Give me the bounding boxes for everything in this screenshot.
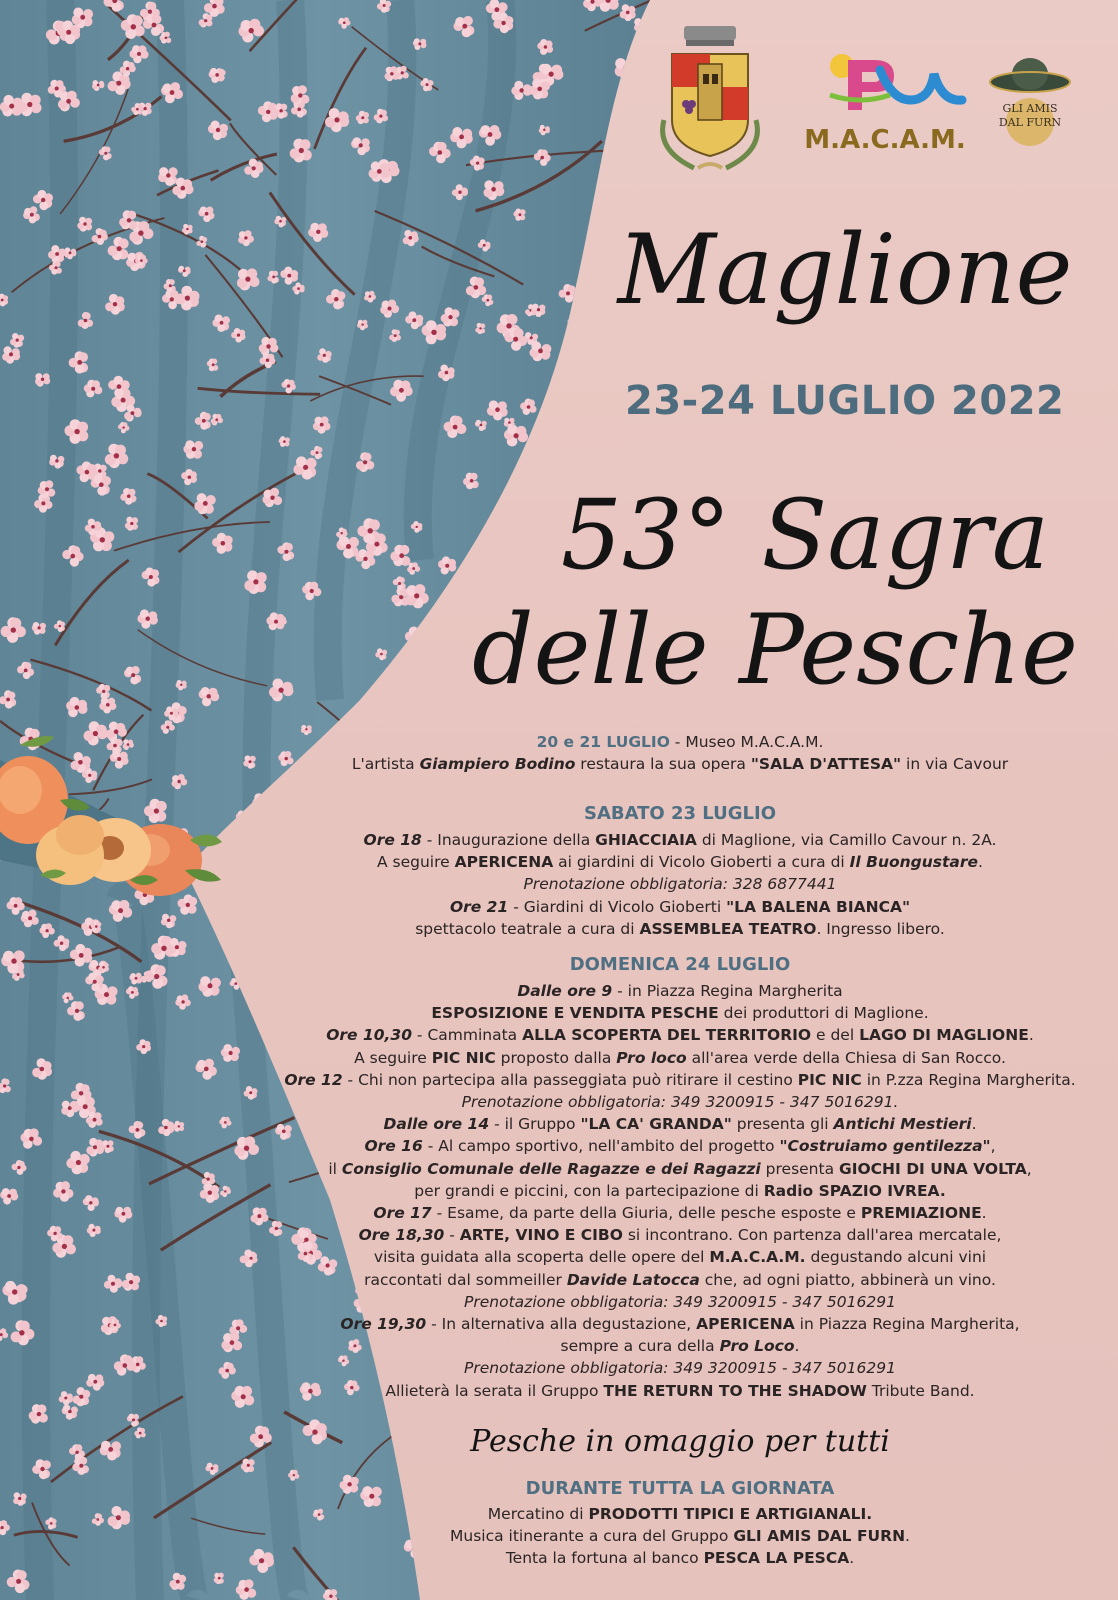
blossom xyxy=(595,200,610,215)
edition-title-line1: 53° Sagra xyxy=(560,479,1050,591)
amis-label-1: GLI AMIS xyxy=(1002,102,1058,115)
sunday-header: DOMENICA 24 LUGLIO xyxy=(569,954,791,975)
macam-logo xyxy=(800,40,970,155)
blossom xyxy=(347,719,359,731)
blossom xyxy=(522,1568,544,1590)
pre-event-date: 20 e 21 LUGLIO xyxy=(536,733,670,751)
time-label: Ore 18 xyxy=(363,831,422,849)
blossom xyxy=(398,778,421,801)
saturday-section: SABATO 23 LUGLIO Ore 18 - Inaugurazione della GHIACCIAIA di Maglione, via Camillo Cavour n. 2A. A seguire APERICENA ai giardini di Vicolo Gioberti a cura di Il Buongustare. Prenotazione obbligatoria: 328 6877441 Ore 21 - Giardini di Vicolo Gioberti "LA BALENA BIANCA" spettacolo teatrale a cura di ASSEMBLEA TEATRO. Ingresso libero. xyxy=(250,799,1110,940)
blossom xyxy=(244,570,266,594)
blossom xyxy=(279,436,290,447)
amis-label-2: DAL FURN xyxy=(998,116,1062,129)
blossom xyxy=(442,612,460,630)
sunday-section: DOMENICA 24 LUGLIO Dalle ore 9 - in Piazza Regina Margherita ESPOSIZIONE E VENDITA PESCHE dei produttori di Maglione. Ore 10,30 - Camminata ALLA SCOPERTA DEL TERRITORIO e del LAGO DI MAGLIONE. A seguire PIC NIC proposto dalla Pro loco all'area verde della Chiesa di San Rocco. Ore 12 - Chi non partecipa alla passeggiata può ritirare il cestino PIC NIC in P.zza Regina Margherita. Prenotazione obbligatoria: 349 3200915 - 347 5016291. Dalle ore 14 - il Gruppo "LA CA' GRANDA" presenta gli Antichi Mestieri. Ore 16 - Al campo sportivo, nell'ambito del progetto "Costruiamo gentilezza", il Consiglio Comunale delle Ragazze e dei Ragazzi presenta GIOCHI DI UNA VOLTA, per grandi e piccini, con la partecipazione di Radio SPAZIO IVREA. Ore 17 - Esame, da parte della Giuria, delle pesche esposte e PREMIAZIONE. Ore 18,30 - ARTE, VINO E CIBO si incontrano. Con partenza dall'area mercatale, visita guidata alla scoperta delle opere del M.A.C.A.M. degustando alcuni vini raccontati dal sommeiller Davide Latocca che, ad ogni piatto, abbinerà un vino. Prenotazione obbligatoria: 349 3200915 - 347 5016291 Ore 19,30 - In alternativa alla degustazione, APERICENA in Piazza Regina Margherita, sempre a cura della Pro Loco. Prenotazione obbligatoria: 349 3200915 - 347 5016291 Allieterà la serata il Gruppo THE RETURN TO THE SHADOW Tribute Band. xyxy=(250,950,1110,1402)
time-label: Ore 16 xyxy=(364,1137,423,1156)
all-day-header: DURANTE TUTTA LA GIORNATA xyxy=(525,1478,835,1499)
event-dates: 23-24 LUGLIO 2022 xyxy=(625,378,1065,424)
time-label: Ore 12 xyxy=(284,1070,343,1089)
blossom xyxy=(634,18,650,34)
blossom xyxy=(601,348,622,370)
blossom xyxy=(382,673,398,689)
booking-info: Prenotazione obbligatoria: 349 3200915 - 347 5016291. xyxy=(461,1093,899,1112)
blossom xyxy=(383,785,396,798)
blossom xyxy=(612,168,634,191)
time-label: Ore 17 xyxy=(373,1204,432,1223)
booking-info: Prenotazione obbligatoria: 349 3200915 - 347 5016291 xyxy=(464,1359,896,1378)
artist-name: Giampiero Bodino xyxy=(419,755,576,774)
blossom xyxy=(237,923,248,934)
time-label: Dalle ore 14 xyxy=(383,1115,490,1134)
blossom xyxy=(589,394,603,408)
all-day-section: DURANTE TUTTA LA GIORNATA Mercatino di PRODOTTI TIPICI E ARTIGIANALI. Musica itinerante a cura del Gruppo GLI AMIS DAL FURN. Tenta la fortuna al banco PESCA LA PESCA. xyxy=(250,1475,1110,1570)
blossom xyxy=(629,154,648,173)
blossom xyxy=(346,774,361,788)
blossom xyxy=(586,410,599,423)
booking-info: Prenotazione obbligatoria: 328 6877441 xyxy=(523,875,837,894)
gli-amis-dal-furn-logo xyxy=(985,52,1075,152)
blossom xyxy=(631,116,643,128)
blossom xyxy=(584,1582,597,1594)
blossom xyxy=(489,554,504,569)
time-label: Ore 18,30 xyxy=(358,1226,445,1245)
artwork-name: "SALA D'ATTESA" xyxy=(750,755,902,774)
time-label: Ore 21 xyxy=(449,897,509,916)
blossom xyxy=(628,130,639,141)
tagline: Pesche in omaggio per tutti xyxy=(470,1424,890,1459)
time-label: Ore 19,30 xyxy=(340,1315,427,1334)
macam-label: M.A.C.A.M. xyxy=(804,125,966,155)
blossom xyxy=(510,537,527,554)
blossom xyxy=(385,66,400,81)
saturday-header: SABATO 23 LUGLIO xyxy=(584,803,776,824)
blossom xyxy=(98,962,109,973)
edition-title-line2: delle Pesche xyxy=(472,594,1078,706)
blossom xyxy=(236,811,251,826)
town-title: Maglione xyxy=(617,214,1073,326)
time-label: Dalle ore 9 xyxy=(517,982,613,1000)
blossom xyxy=(543,441,554,453)
pre-event-section: 20 e 21 LUGLIO - Museo M.A.C.A.M. L'artista Giampiero Bodino restaura la sua opera "SALA D'ATTESA" in via Cavour xyxy=(351,733,1009,774)
booking-info: Prenotazione obbligatoria: 349 3200915 - 347 5016291 xyxy=(464,1292,896,1311)
blossom xyxy=(530,341,552,361)
time-label: Ore 10,30 xyxy=(326,1026,412,1045)
municipal-crest-logo xyxy=(650,20,770,180)
